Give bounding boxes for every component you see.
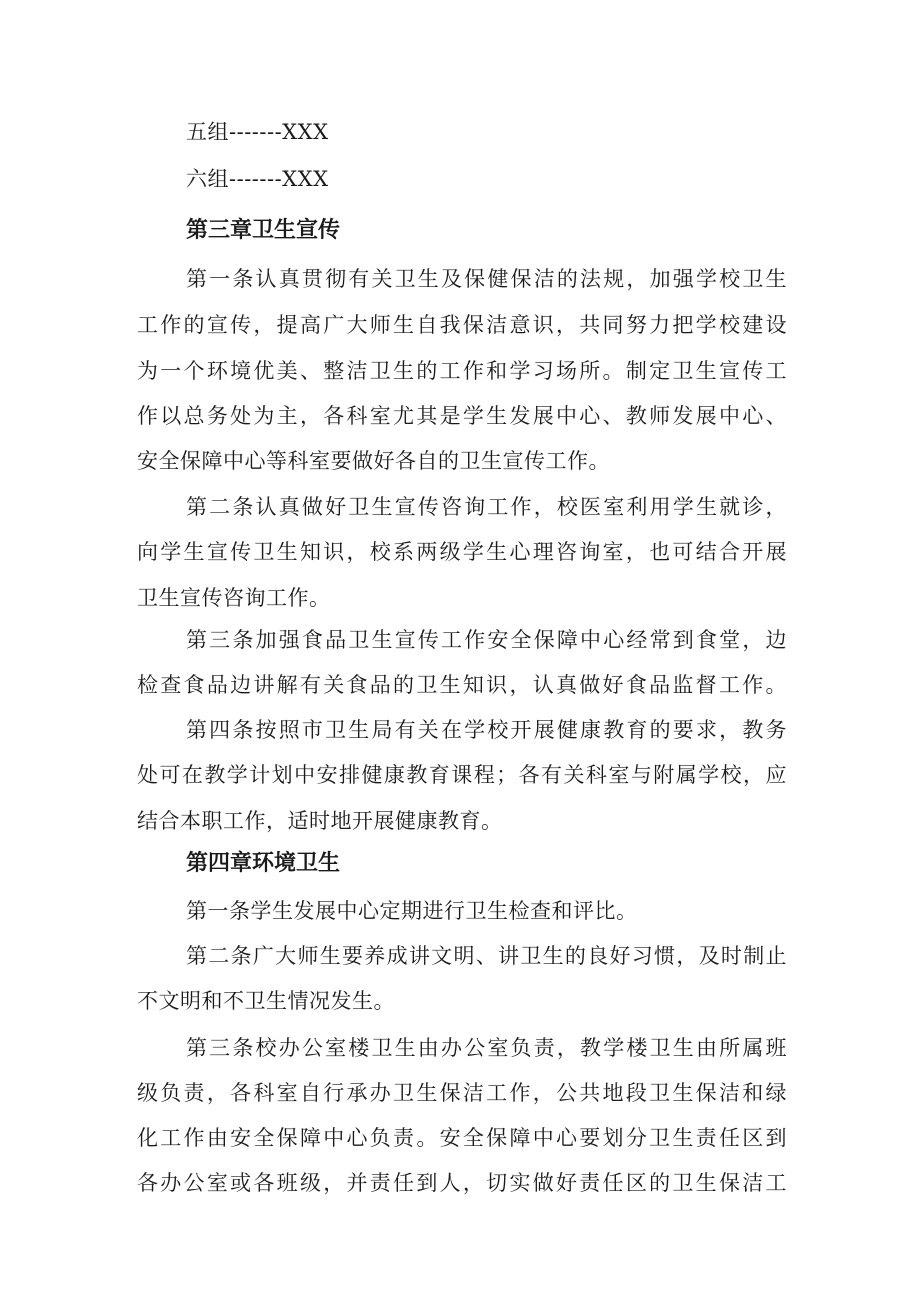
- chapter-3-line: 处可在教学计划中安排健康教育课程；各有关科室与附属学校，应: [137, 763, 787, 787]
- chapter-3-line: 向学生宣传卫生知识，校系两级学生心理咨询室，也可结合开展: [137, 540, 787, 564]
- chapter-4-line: 第三条校办公室楼卫生由办公室负责，教学楼卫生由所属班: [186, 1036, 787, 1060]
- chapter-3-line: 作以总务处为主，各科室尤其是学生发展中心、教师发展中心、: [137, 404, 787, 428]
- chapter-4-line: 第二条广大师生要养成讲文明、讲卫生的良好习惯，及时制止: [186, 944, 787, 968]
- chapter-3-line: 工作的宣传，提高广大师生自我保洁意识，共同努力把学校建设: [137, 313, 787, 337]
- chapter-3-line: 安全保障中心等科室要做好各自的卫生宣传工作。: [137, 449, 610, 473]
- chapter-3-line: 第二条认真做好卫生宣传咨询工作，校医室利用学生就诊，: [186, 495, 787, 519]
- chapter-4-line: 不文明和不卫生情况发生。: [137, 989, 395, 1013]
- chapter-3-line: 为一个环境优美、整洁卫生的工作和学习场所。制定卫生宣传工: [137, 359, 787, 383]
- chapter-3-line: 第一条认真贯彻有关卫生及保健保洁的法规，加强学校卫生: [186, 267, 787, 291]
- chapter-3-line: 检查食品边讲解有关食品的卫生知识，认真做好食品监督工作。: [137, 673, 787, 697]
- group-list-item-6: 六组-------XXX: [186, 167, 329, 191]
- chapter-4-heading: 第四章环境卫生: [186, 851, 341, 876]
- chapter-4-line: 各办公室或各班级，并责任到人，切实做好责任区的卫生保洁工: [137, 1171, 787, 1195]
- chapter-3-line: 第三条加强食品卫生宣传工作安全保障中心经常到食堂，边: [186, 628, 787, 652]
- chapter-3-line: 卫生宣传咨询工作。: [137, 586, 331, 610]
- chapter-4-line: 第一条学生发展中心定期进行卫生检查和评比。: [186, 899, 638, 923]
- group-list-item-5: 五组-------XXX: [186, 120, 329, 144]
- chapter-4-line: 化工作由安全保障中心负责。安全保障中心要划分卫生责任区到: [137, 1126, 787, 1150]
- chapter-3-line: 第四条按照市卫生局有关在学校开展健康教育的要求，教务: [186, 718, 787, 742]
- chapter-3-heading: 第三章卫生宣传: [186, 218, 341, 243]
- chapter-4-line: 级负责，各科室自行承办卫生保洁工作，公共地段卫生保洁和绿: [137, 1081, 787, 1105]
- chapter-3-line: 结合本职工作，适时地开展健康教育。: [137, 809, 503, 833]
